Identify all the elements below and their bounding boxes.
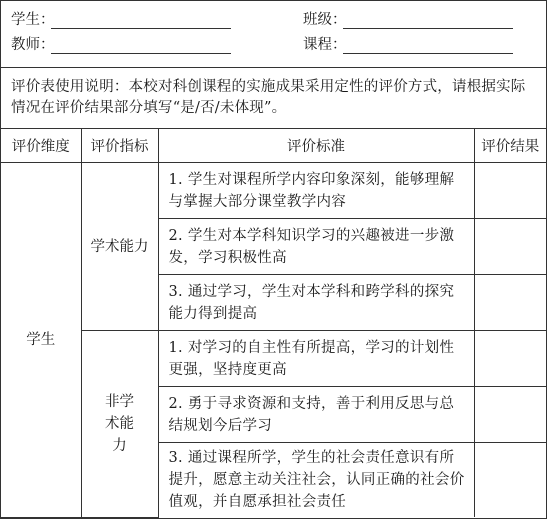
table-row bbox=[1, 331, 546, 387]
indicator-cell-academic: 学术能力 bbox=[81, 163, 158, 331]
header-criteria: 评价标准 bbox=[158, 129, 474, 163]
indicator-cell-non-academic: 非学术能力 bbox=[81, 331, 158, 518]
result-cell[interactable] bbox=[474, 219, 546, 275]
header-result: 评价结果 bbox=[474, 129, 546, 163]
header-dimension: 评价维度 bbox=[1, 129, 81, 163]
teacher-blank[interactable] bbox=[51, 53, 231, 54]
result-cell[interactable] bbox=[474, 331, 546, 387]
teacher-label: 教师： bbox=[11, 37, 55, 53]
instructions-text: 评价表使用说明：本校对科创课程的实施成果采用定性的评价方式，请根据实际情况在评价结果部分填写“是/否/未体现”。 bbox=[11, 79, 526, 116]
class-blank[interactable] bbox=[343, 28, 513, 29]
dimension-cell: 学生 bbox=[1, 163, 81, 518]
class-label: 班级： bbox=[303, 12, 347, 28]
criterion-text: 3. 通过学习，学生对本学科和跨学科的探究能力得到提高 bbox=[158, 275, 474, 331]
student-blank[interactable] bbox=[51, 28, 231, 29]
evaluation-table bbox=[1, 129, 546, 518]
result-cell[interactable] bbox=[474, 443, 546, 518]
instructions-section bbox=[1, 68, 546, 129]
teacher-field bbox=[11, 36, 55, 54]
header-indicator: 评价指标 bbox=[81, 129, 158, 163]
student-field bbox=[11, 11, 55, 29]
table-header-row bbox=[1, 129, 546, 163]
student-label: 学生： bbox=[11, 12, 55, 28]
info-section bbox=[1, 1, 546, 68]
result-cell[interactable] bbox=[474, 275, 546, 331]
course-field bbox=[303, 36, 347, 54]
course-blank[interactable] bbox=[343, 53, 513, 54]
criterion-text: 2. 勇于寻求资源和支持，善于利用反思与总结规划今后学习 bbox=[158, 387, 474, 443]
table-row bbox=[1, 163, 546, 219]
criterion-text: 3. 通过课程所学，学生的社会责任意识有所提升，愿意主动关注社会，认同正确的社会价值观，并自愿承担社会责任 bbox=[158, 443, 474, 518]
criterion-text: 1. 学生对课程所学内容印象深刻，能够理解与掌握大部分课堂教学内容 bbox=[158, 163, 474, 219]
class-field bbox=[303, 11, 347, 29]
criterion-text: 2. 学生对本学科知识学习的兴趣被进一步激发，学习积极性高 bbox=[158, 219, 474, 275]
result-cell[interactable] bbox=[474, 163, 546, 219]
course-label: 课程： bbox=[303, 37, 347, 53]
criterion-text: 1. 对学习的自主性有所提高，学习的计划性更强，坚持度更高 bbox=[158, 331, 474, 387]
result-cell[interactable] bbox=[474, 387, 546, 443]
